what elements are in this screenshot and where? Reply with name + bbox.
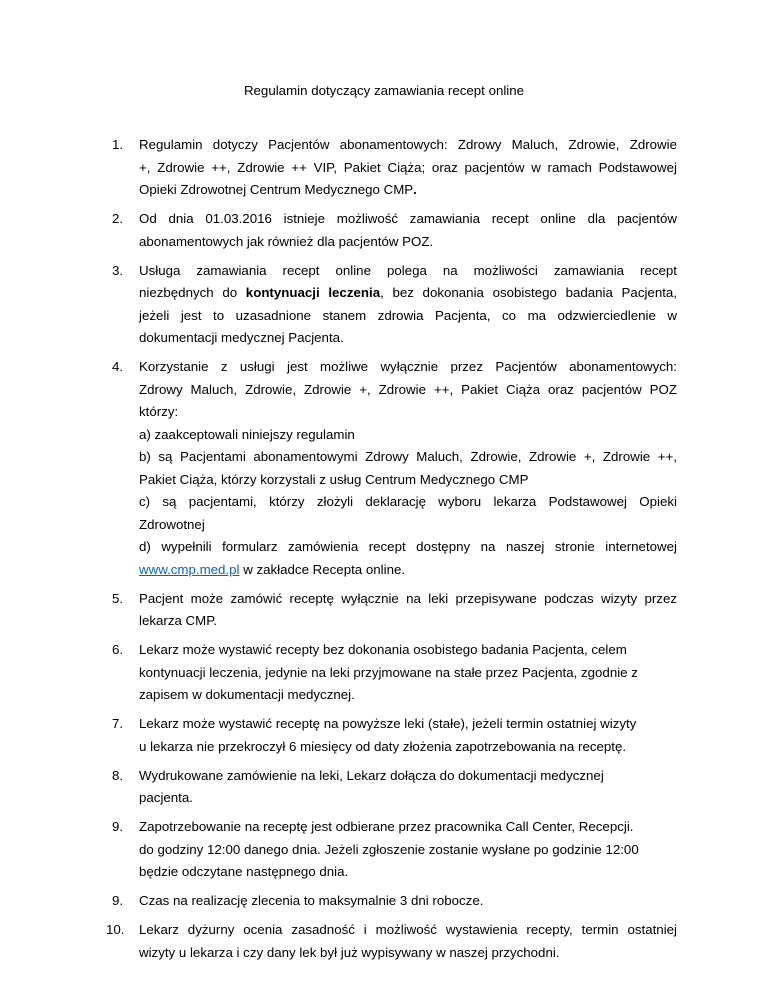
item-text: Usługa zamawiania recept online polega na możliwości zamawiania recept niezbędnych do kontynuacji leczenia, bez dokonania osobistego badania Pacjenta, jeżeli jest to uzasadnione stanem zdrowia Pacjenta, co ma odzwierciedlenie w dokumentacji medycznej Pacjenta. [139,262,677,345]
list-item [0,356,768,581]
list-item [0,208,768,253]
item-number: 3. [112,262,124,278]
list-item [0,765,768,810]
item-number: 5. [112,590,124,606]
item-number: 6. [112,642,124,657]
item-number: 2. [112,211,124,226]
item-number: 4. [112,359,124,374]
item-text: Korzystanie z usługi jest możliwe wyłącznie przez Pacjentów abonamentowych: Zdrowy Maluch, Zdrowie, Zdrowie +, Zdrowie ++, Pakiet Ciąża oraz pacjentów POZ którzy: a) zaakceptowali niniejszy regulamin b) są Pacjentami abonamentowymi Zdrowy Maluch, Zdrowie, Zdrowie +, Zdrowie ++, Pakiet Ciąża, którzy korzystali z usług Centrum Medycznego CMP c) są pacjentami, którzy złożyli deklarację wyboru lekarza Podstawowej Opieki Zdrowotnej d) wypełnili formularz zamówienia recept dostępny na naszej stronie internetowej www.cmp.med.pl w zakładce Recepta online. [139,359,677,577]
page-title: Regulamin dotyczący zamawiania recept online [243,83,525,98]
item-text: Lekarz może wystawić receptę na powyższe leki (stałe), jeżeli termin ostatniej wizyty u lekarza nie przekroczył 6 miesięcy od daty złożenia zapotrzebowania na receptę. [139,716,637,754]
item-text: Czas na realizację zlecenia to maksymalnie 3 dni robocze. [139,893,484,908]
item-text: Lekarz może wystawić recepty bez dokonania osobistego badania Pacjenta, celem kontynuacji leczenia, jedynie na leki przyjmowane na stałe przez Pacjenta, zgodnie z zapisem w dokumentacji medycznej. [139,642,638,702]
item-text: Wydrukowane zamówienie na leki, Lekarz dołącza do dokumentacji medycznej pacjenta. [139,767,604,805]
website-link[interactable]: www.cmp.med.pl [139,561,240,577]
item-text: Od dnia 01.03.2016 istnieje możliwość zamawiania recept online dla pacjentów abonamentowych jak również dla pacjentów POZ. [139,211,677,249]
list-item [0,134,768,202]
list-item [0,919,768,964]
rules-list [0,134,768,964]
item-number: 9. [112,893,124,908]
item-text: Lekarz dyżurny ocenia zasadność i możliwość wystawienia recepty, termin ostatniej wizyty u lekarza i czy dany lek był już wypisywany w naszej przychodni. [139,922,677,960]
list-item [0,260,768,350]
item-number: 9. [112,819,124,834]
list-item [0,816,768,884]
list-item [0,713,768,758]
item-number: 7. [112,716,124,731]
item-text: Regulamin dotyczy Pacjentów abonamentowych: Zdrowy Maluch, Zdrowie, Zdrowie +, Zdrowie ++, Zdrowie ++ VIP, Pakiet Ciąża; oraz pacjentów w ramach Podstawowej Opieki Zdrowotnej Centrum Medycznego CMP. [139,137,677,197]
item-number: 8. [112,767,124,783]
item-number: 1. [112,137,124,152]
item-number: 10. [106,922,125,937]
item-text: Pacjent może zamówić receptę wyłącznie na leki przepisywane podczas wizyty przez lekarza CMP. [139,590,677,628]
item-text: Zapotrzebowanie na receptę jest odbierane przez pracownika Call Center, Recepcji. do godziny 12:00 danego dnia. Jeżeli zgłoszenie zostanie wysłane po godzinie 12:00 będzie odczytane następnego dnia. [139,819,639,879]
list-item [0,639,768,707]
list-item [0,588,768,633]
list-item [0,890,768,913]
